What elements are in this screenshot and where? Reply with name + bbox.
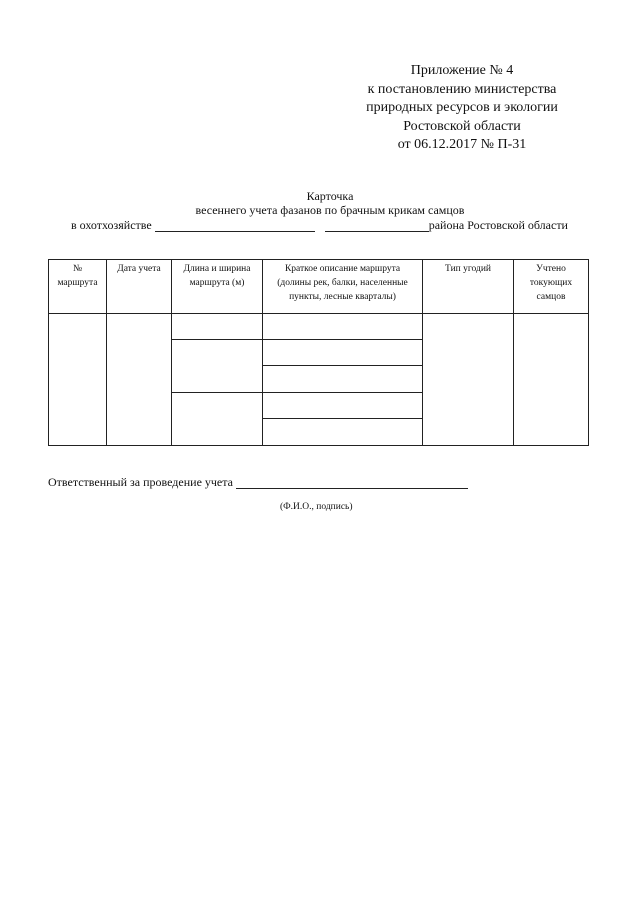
hunting-ground-label: в охотхозяйстве [71,218,152,232]
hunting-ground-line [71,218,568,232]
appendix-line: Приложение № 4 [410,63,514,78]
route-table [48,259,589,446]
row-divider [171,392,263,393]
hunting-ground-blank[interactable] [155,220,315,232]
appendix-line: к постановлению министерства [367,81,557,97]
header-date: Дата учета [117,264,161,274]
row-divider [262,418,423,419]
appendix-block [332,62,592,155]
card-subtitle: весеннего учета фазанов по брачным крикам самцов [195,203,465,217]
district-suffix: района Ростовской области [428,218,568,232]
row-divider [262,365,423,366]
header-land-type: Тип угодий [445,264,491,274]
row-divider [262,392,423,393]
header-length-width: Длина и ширина маршрута (м) [183,264,251,288]
responsible-label: Ответственный за проведение учета [48,475,233,489]
column-divider [106,260,107,445]
signature-hint: (Ф.И.О., подпись) [280,502,353,512]
appendix-line: от 06.12.2017 № П-31 [397,137,527,153]
responsible-line [48,475,468,489]
row-divider [262,339,423,340]
header-males-counted: Учтено токующих самцов [529,264,573,302]
card-title: Карточка [306,189,354,203]
header-divider [49,313,588,314]
row-divider [171,339,263,340]
header-route-description: Краткое описание маршрута (долины рек, балки, населенные пункты, лесные кварталы) [277,264,408,302]
district-blank[interactable] [325,220,429,232]
appendix-line: природных ресурсов и экологии [366,100,558,116]
appendix-line: Ростовской области [403,118,521,134]
header-route-number: № маршрута [57,264,98,288]
responsible-blank[interactable] [236,477,468,489]
